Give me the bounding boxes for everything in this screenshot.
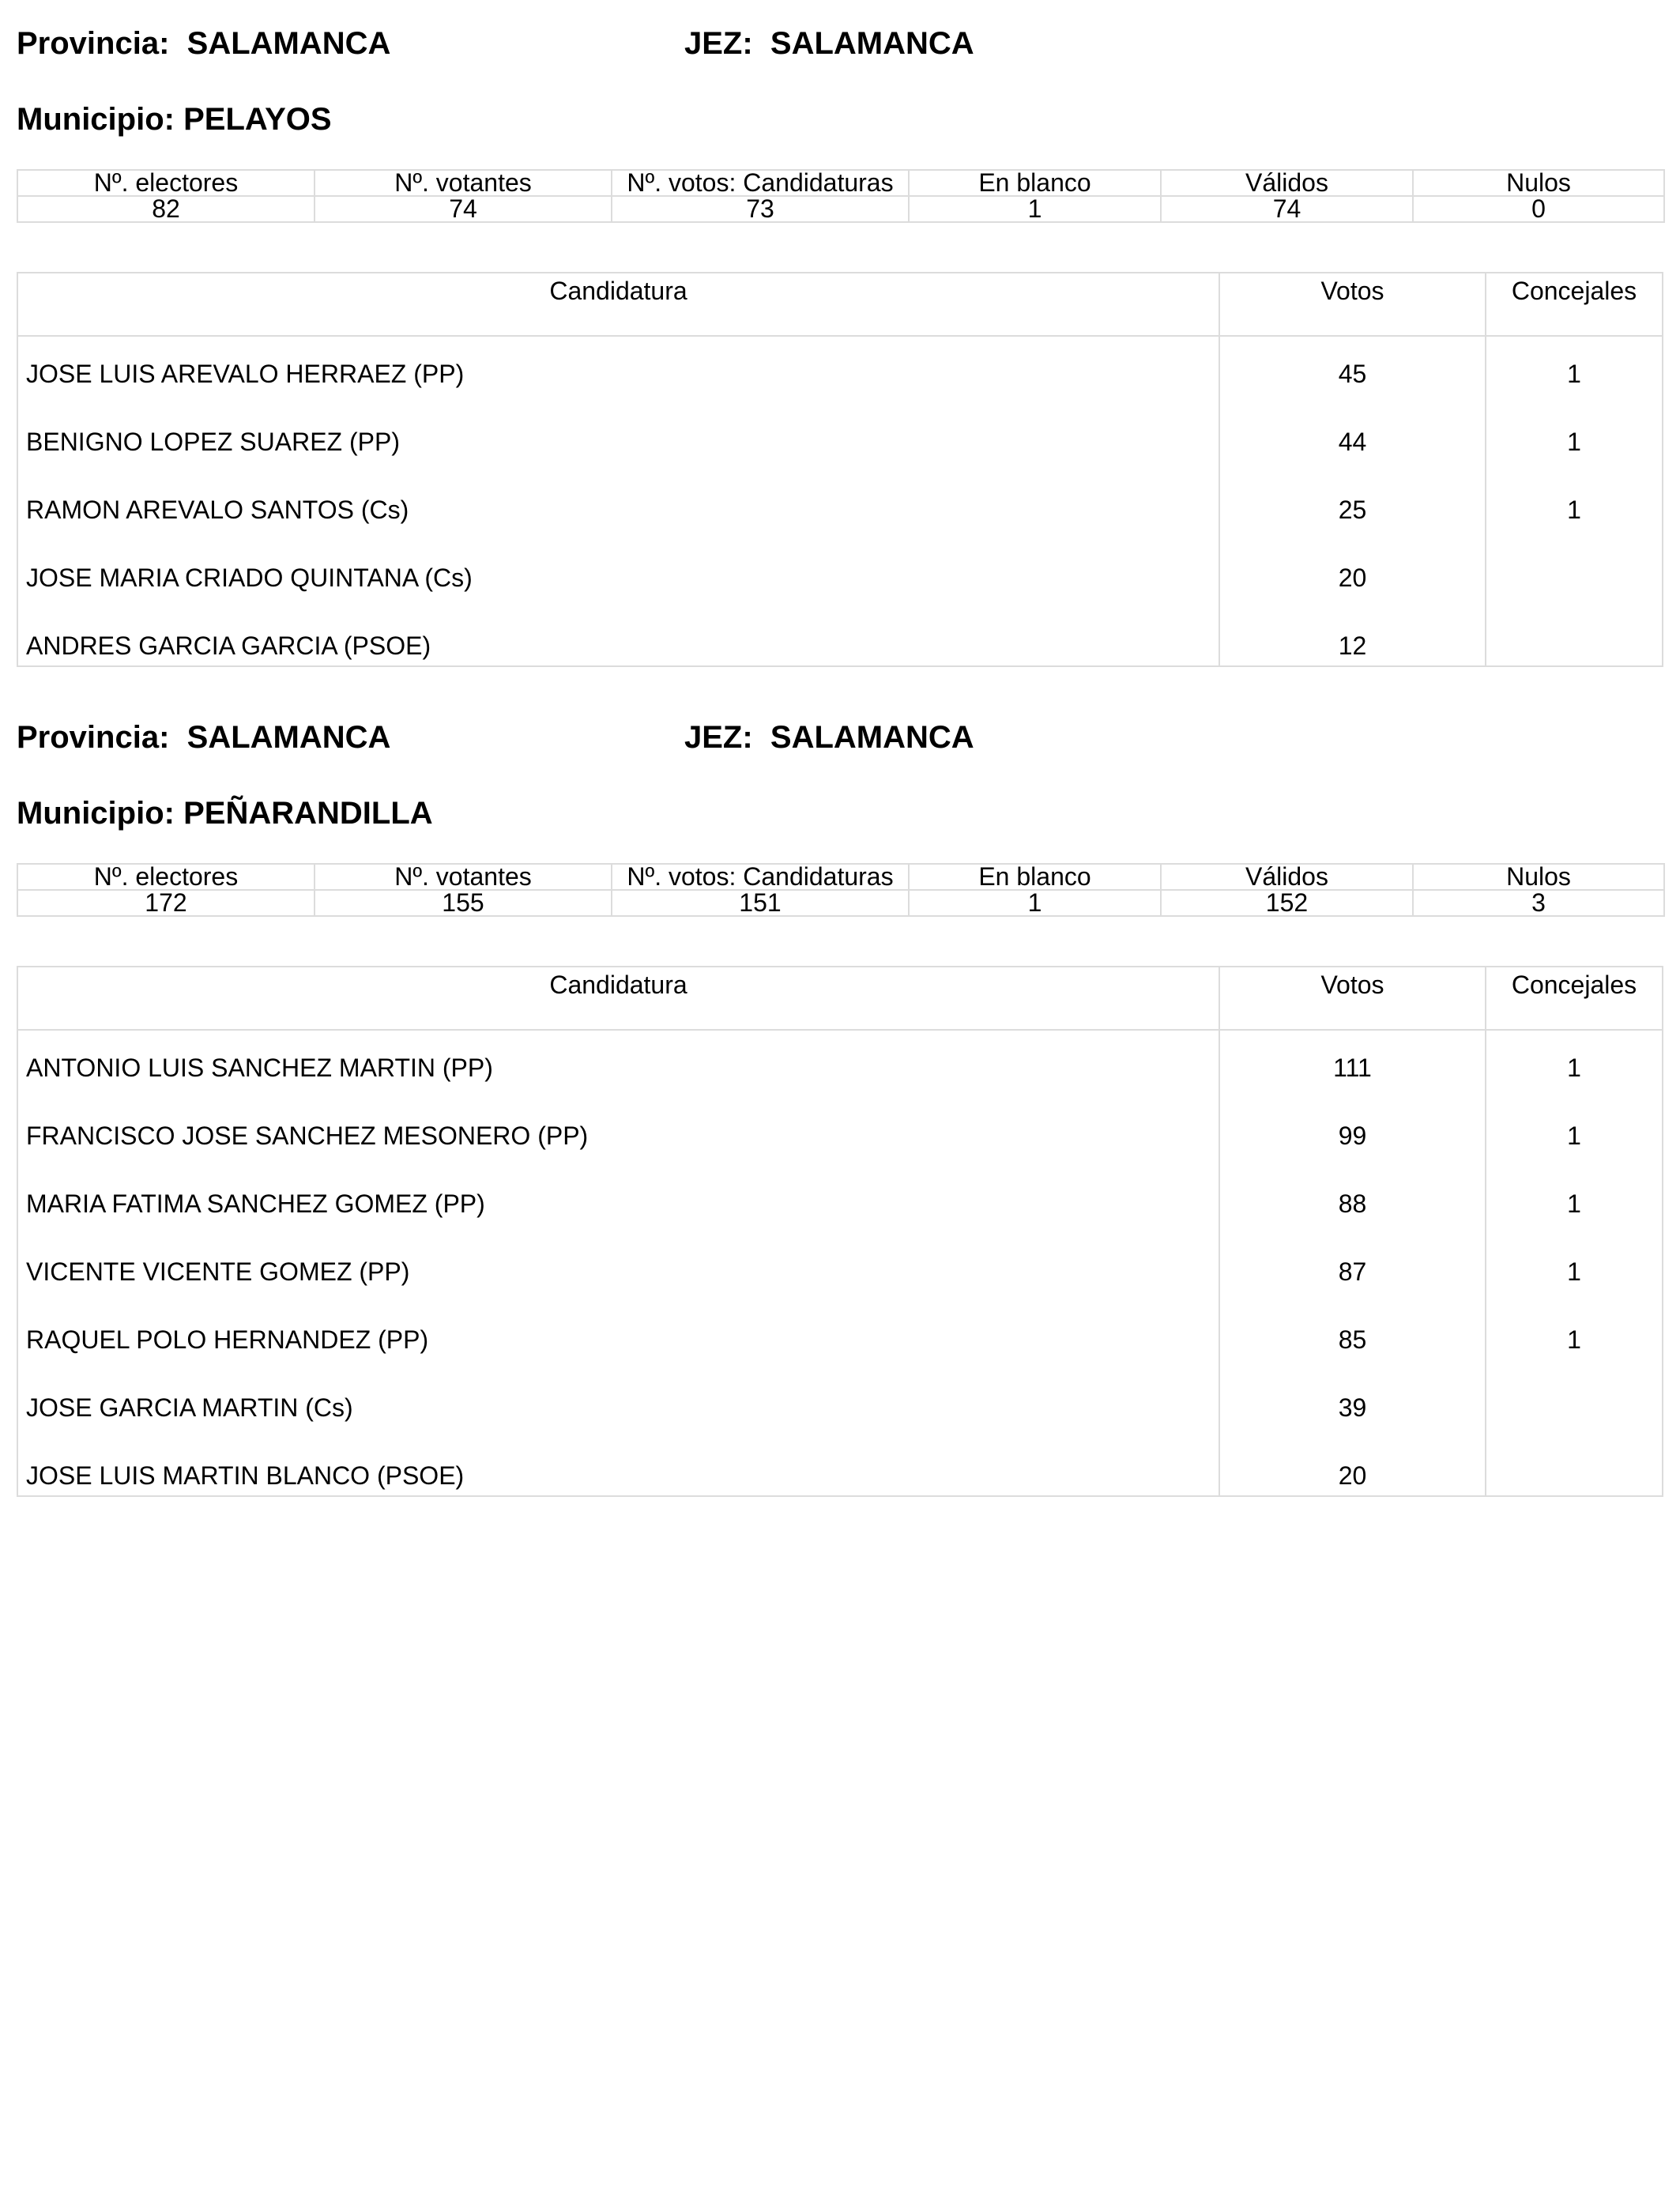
jez-value: SALAMANCA xyxy=(770,26,974,61)
candidate-votes-column xyxy=(1220,1031,1486,1495)
candidate-concejales: 1 xyxy=(1567,1122,1581,1150)
candidate-votos: 88 xyxy=(1338,1189,1367,1218)
candidate-concejales xyxy=(1486,1393,1662,1461)
header-concejales: Concejales xyxy=(1511,971,1637,999)
stats-value-en-blanco: 1 xyxy=(909,196,1161,222)
stats-header-electores: Nº. electores xyxy=(17,864,315,890)
stats-header-row xyxy=(17,864,1664,890)
candidate-votos: 45 xyxy=(1338,360,1367,388)
candidate-concejales-column xyxy=(1486,337,1662,665)
candidate-name: ANTONIO LUIS SANCHEZ MARTIN (PP) xyxy=(26,1054,493,1082)
municipio-value: PELAYOS xyxy=(183,102,332,137)
stats-value-row xyxy=(17,196,1664,222)
jez-value: SALAMANCA xyxy=(770,720,974,755)
candidate-name: ANDRES GARCIA GARCIA (PSOE) xyxy=(26,631,431,660)
stats-value-votos-candidaturas: 151 xyxy=(612,890,909,916)
candidate-names-column xyxy=(18,337,1220,665)
stats-table xyxy=(17,863,1665,917)
candidate-concejales: 1 xyxy=(1567,1325,1581,1354)
candidate-votos: 99 xyxy=(1338,1122,1367,1150)
candidate-name: JOSE LUIS AREVALO HERRAEZ (PP) xyxy=(26,360,465,388)
provincia-heading xyxy=(17,718,390,756)
candidate-name: VICENTE VICENTE GOMEZ (PP) xyxy=(26,1257,410,1286)
candidate-names-column xyxy=(18,1031,1220,1495)
candidate-concejales: 1 xyxy=(1567,1054,1581,1082)
candidates-body xyxy=(18,337,1662,665)
stats-header-nulos: Nulos xyxy=(1413,864,1664,890)
jez-heading xyxy=(684,25,974,62)
candidate-votes-column xyxy=(1220,337,1486,665)
header-votos: Votos xyxy=(1220,273,1486,335)
stats-header-row xyxy=(17,170,1664,196)
provincia-label: Provincia: xyxy=(17,720,170,755)
stats-table xyxy=(17,169,1665,223)
candidate-votos: 12 xyxy=(1338,631,1367,660)
candidate-name: BENIGNO LOPEZ SUAREZ (PP) xyxy=(26,428,400,456)
header-votos: Votos xyxy=(1220,967,1486,1029)
candidate-name: JOSE MARIA CRIADO QUINTANA (Cs) xyxy=(26,564,473,592)
jez-label: JEZ: xyxy=(684,26,753,61)
candidate-name: RAQUEL POLO HERNANDEZ (PP) xyxy=(26,1325,429,1354)
stats-header-nulos: Nulos xyxy=(1413,170,1664,196)
candidate-concejales: 1 xyxy=(1567,360,1581,388)
stats-value-votos-candidaturas: 73 xyxy=(612,196,909,222)
stats-header-votos-candidaturas: Nº. votos: Candidaturas xyxy=(612,864,909,890)
candidate-concejales xyxy=(1486,631,1662,662)
header-concejales: Concejales xyxy=(1511,277,1637,305)
candidate-votos: 20 xyxy=(1338,564,1367,592)
candidate-name: JOSE GARCIA MARTIN (Cs) xyxy=(26,1393,353,1422)
stats-value-nulos: 3 xyxy=(1413,890,1664,916)
candidate-name: RAMON AREVALO SANTOS (Cs) xyxy=(26,496,409,524)
stats-value-validos: 74 xyxy=(1161,196,1413,222)
candidate-votos: 25 xyxy=(1338,496,1367,524)
candidate-concejales: 1 xyxy=(1567,496,1581,524)
municipio-label: Municipio: xyxy=(17,796,175,831)
municipio-heading xyxy=(17,794,433,832)
header-candidatura: Candidatura xyxy=(18,273,1220,335)
provincia-heading xyxy=(17,25,390,62)
candidates-header-row xyxy=(18,273,1662,337)
candidate-concejales: 1 xyxy=(1567,428,1581,456)
stats-value-row xyxy=(17,890,1664,916)
candidates-table xyxy=(17,272,1663,667)
municipio-heading xyxy=(17,100,332,138)
stats-header-votos-candidaturas: Nº. votos: Candidaturas xyxy=(612,170,909,196)
candidate-concejales-column xyxy=(1486,1031,1662,1495)
stats-value-en-blanco: 1 xyxy=(909,890,1161,916)
provincia-value: SALAMANCA xyxy=(186,26,391,61)
provincia-value: SALAMANCA xyxy=(186,720,391,755)
stats-header-electores: Nº. electores xyxy=(17,170,315,196)
stats-value-electores: 82 xyxy=(17,196,315,222)
candidate-votos: 111 xyxy=(1333,1054,1372,1082)
stats-header-votantes: Nº. votantes xyxy=(315,864,612,890)
candidate-votos: 39 xyxy=(1338,1393,1367,1422)
candidate-concejales: 1 xyxy=(1567,1257,1581,1286)
stats-header-validos: Válidos xyxy=(1161,170,1413,196)
candidate-concejales: 1 xyxy=(1567,1189,1581,1218)
candidate-concejales xyxy=(1486,563,1662,631)
stats-header-votantes: Nº. votantes xyxy=(315,170,612,196)
candidate-votos: 20 xyxy=(1338,1461,1367,1490)
candidates-table xyxy=(17,966,1663,1497)
stats-value-nulos: 0 xyxy=(1413,196,1664,222)
stats-header-validos: Válidos xyxy=(1161,864,1413,890)
jez-label: JEZ: xyxy=(684,720,753,755)
municipio-label: Municipio: xyxy=(17,102,175,137)
candidate-name: JOSE LUIS MARTIN BLANCO (PSOE) xyxy=(26,1461,465,1490)
stats-value-electores: 172 xyxy=(17,890,315,916)
candidate-votos: 87 xyxy=(1338,1257,1367,1286)
candidate-votos: 85 xyxy=(1338,1325,1367,1354)
header-candidatura: Candidatura xyxy=(18,967,1220,1029)
stats-value-votantes: 155 xyxy=(315,890,612,916)
candidate-name: FRANCISCO JOSE SANCHEZ MESONERO (PP) xyxy=(26,1122,589,1150)
stats-value-votantes: 74 xyxy=(315,196,612,222)
candidates-body xyxy=(18,1031,1662,1495)
municipio-value: PEÑARANDILLA xyxy=(183,796,433,831)
stats-header-en-blanco: En blanco xyxy=(909,170,1161,196)
stats-value-validos: 152 xyxy=(1161,890,1413,916)
candidate-name: MARIA FATIMA SANCHEZ GOMEZ (PP) xyxy=(26,1189,485,1218)
candidates-header-row xyxy=(18,967,1662,1031)
candidate-concejales xyxy=(1486,1461,1662,1492)
candidate-votos: 44 xyxy=(1338,428,1367,456)
stats-header-en-blanco: En blanco xyxy=(909,864,1161,890)
provincia-label: Provincia: xyxy=(17,26,170,61)
jez-heading xyxy=(684,718,974,756)
